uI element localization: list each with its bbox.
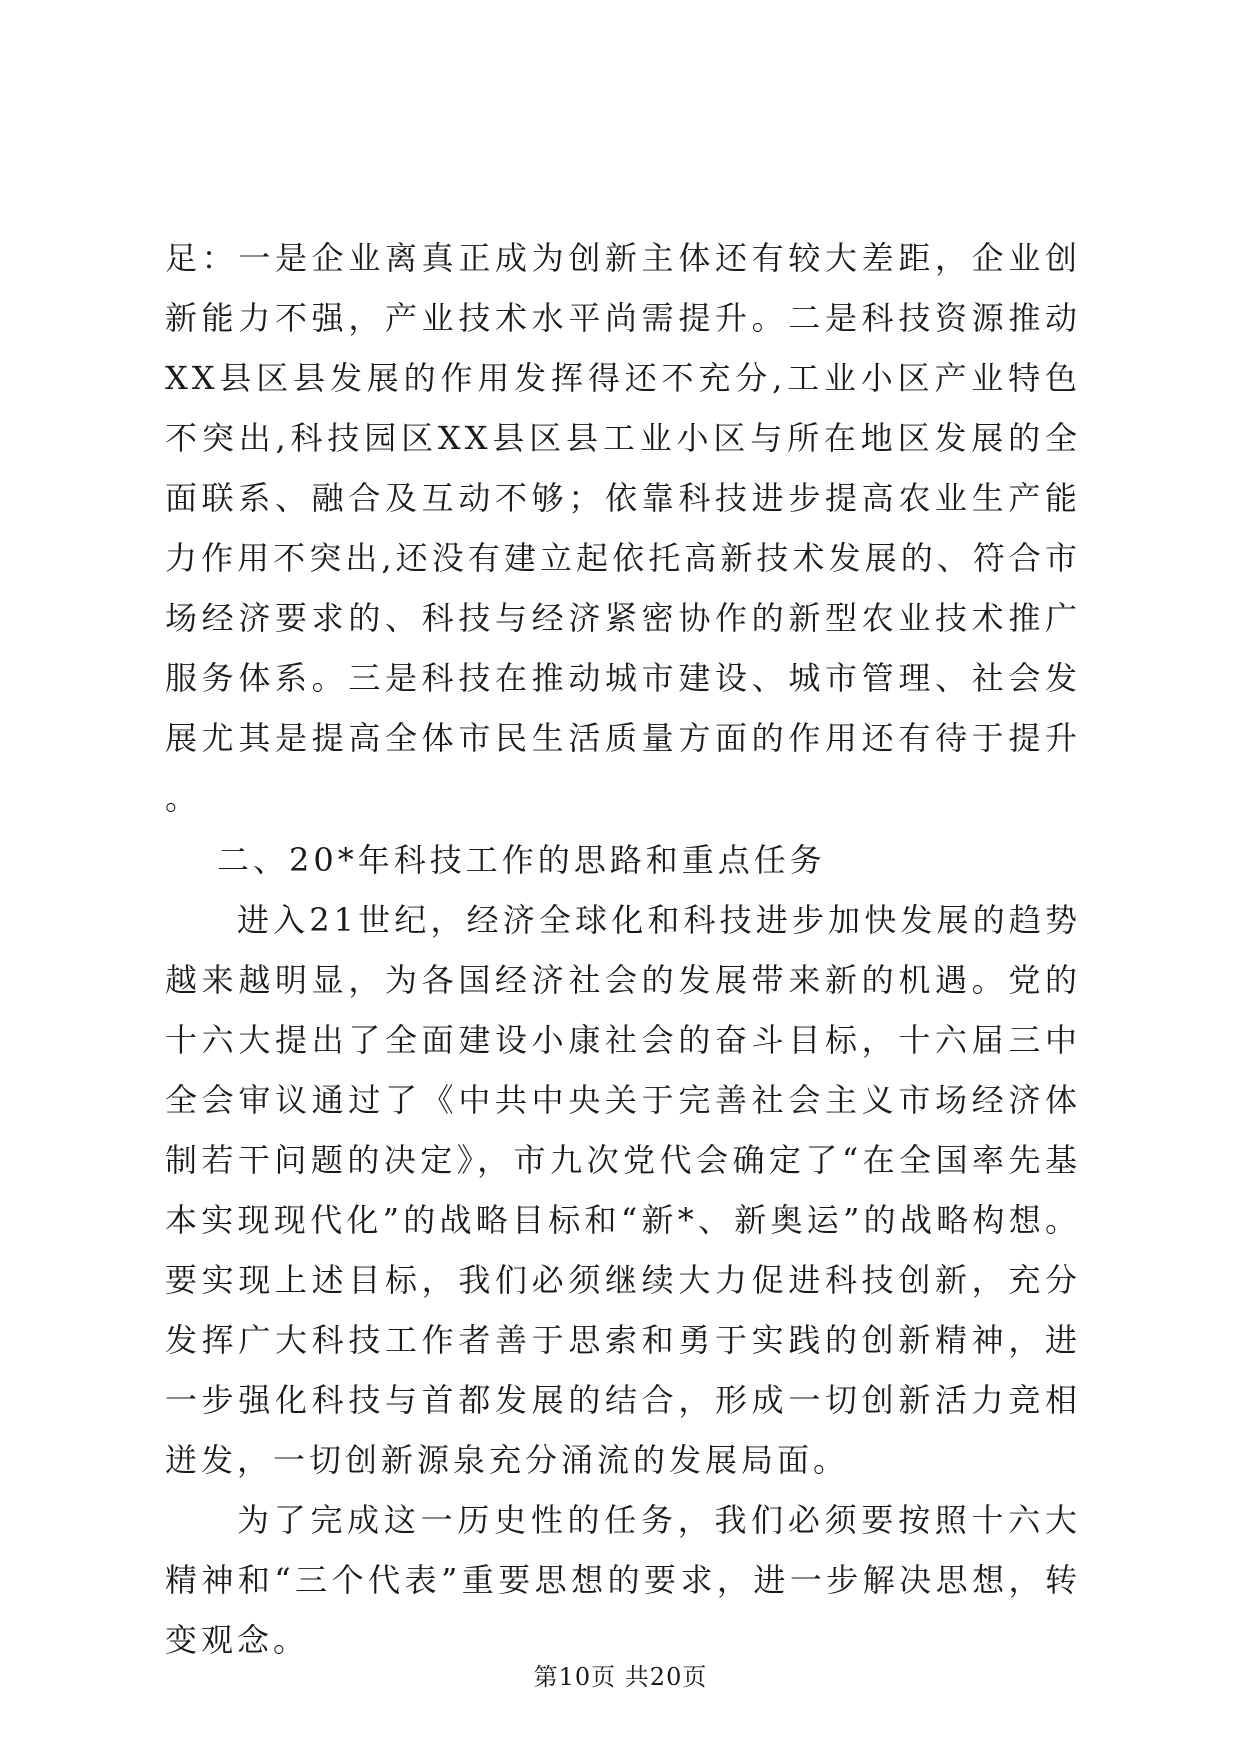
paragraph-continued: 足：一是企业离真正成为创新主体还有较大差距，企业创新能力不强，产业技术水平尚需提升。二是科技资源推动XX县区县发展的作用发挥得还不充分,工业小区产业特色不突出,科技园区XX县区县工业小区与所在地区发展的全面联系、融合及互动不够；依靠科技进步提高农业生产能力作用不突出,还没有建立起依托高新技术发展的、符合市场经济要求的、科技与经济紧密协作的新型农业技术推广服务体系。三是科技在推动城市建设、城市管理、社会发展尤其是提高全体市民生活质量方面的作用还有待于提升。 <box>165 239 1081 817</box>
paragraph: 进入21世纪，经济全球化和科技进步加快发展的趋势越来越明显，为各国经济社会的发展带来新的机遇。党的十六大提出了全面建设小康社会的奋斗目标，十六届三中全会审议通过了《中共中央关于完善社会主义市场经济体制若干问题的决定》，市九次党代会确定了“在全国率先基本实现现代化”的战略目标和“新*、新奥运”的战略构想。要实现上述目标，我们必须继续大力促进科技创新，充分发挥广大科技工作者善于思索和勇于实践的创新精神，进一步强化科技与首都发展的结合，形成一切创新活力竞相迸发，一切创新源泉充分涌流的发展局面。 <box>165 901 1081 1479</box>
section-heading: 二、20*年科技工作的思路和重点任务 <box>217 841 826 879</box>
document-body <box>165 228 1081 1670</box>
page-number-footer: 第10页 共20页 <box>533 1663 708 1691</box>
paragraph: 为了完成这一历史性的任务，我们必须要按照十六大精神和“三个代表”重要思想的要求，进一步解决思想，转变观念。 <box>165 1501 1081 1659</box>
